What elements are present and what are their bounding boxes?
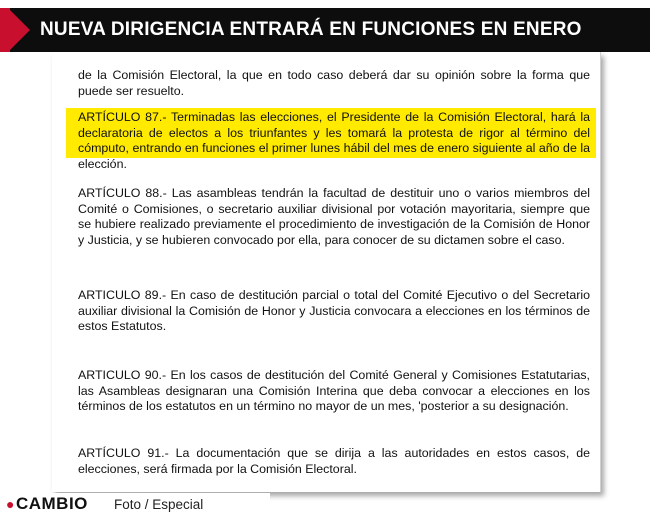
document-page bbox=[52, 52, 601, 492]
paragraph-articulo-91: ARTÍCULO 91.- La documentación que se dirija a las autoridades en estos casos, de elecciones, será firmada por la Comisión Electoral. bbox=[78, 446, 590, 476]
paragraph-articulo-88: ARTÍCULO 88.- Las asambleas tendrán la facultad de destituir uno o varios miembros del Comité o Comisiones, o secretario auxiliar divisional por votación mayoritaria, siempre que se hubiere realizado previamente el procedimiento de investigación de la Comisión de Honor y Justicia, y se hubieren convocado por ella, para conocer de su dictamen sobre el caso. bbox=[78, 186, 590, 247]
paragraph-articulo-89: ARTICULO 89.- En caso de destitución parcial o total del Comité Ejecutivo o del Secretario auxiliar divisional la Comisión de Honor y Justicia convocara a elecciones en los términos de estos Estatutos. bbox=[78, 288, 590, 334]
logo-dot-icon: ● bbox=[6, 496, 15, 512]
headline-title: NUEVA DIRIGENCIA ENTRARÁ EN FUNCIONES EN ENERO bbox=[40, 19, 582, 40]
header-banner bbox=[0, 8, 650, 52]
paragraph-intro: de la Comisión Electoral, la que en todo caso deberá dar su opinión sobre la forma que puede ser resuelto. bbox=[78, 68, 590, 98]
paragraph-articulo-87: ARTÍCULO 87.- Terminadas las elecciones, el Presidente de la Comisión Electoral, hará la declaratoria de electos a los triunfantes y les tomará la protesta de rigor al término del cómputo, entrando en funciones el primer lunes hábil del mes de enero siguiente al año de la elección. bbox=[78, 110, 590, 171]
banner-accent-arrow bbox=[8, 8, 30, 52]
photo-credit-bar bbox=[0, 493, 270, 515]
paragraph-articulo-90: ARTICULO 90.- En los casos de destitución del Comité General y Comisiones Estatutarias, las Asambleas designaran una Comisión Interina que deba convocar a elecciones en los términos de los estatutos en un término no mayor de un mes, 'posterior a su designación. bbox=[78, 368, 590, 414]
photo-credit: Foto / Especial bbox=[114, 497, 204, 512]
logo-text: CAMBIO bbox=[15, 494, 88, 513]
cambio-logo bbox=[6, 495, 88, 513]
